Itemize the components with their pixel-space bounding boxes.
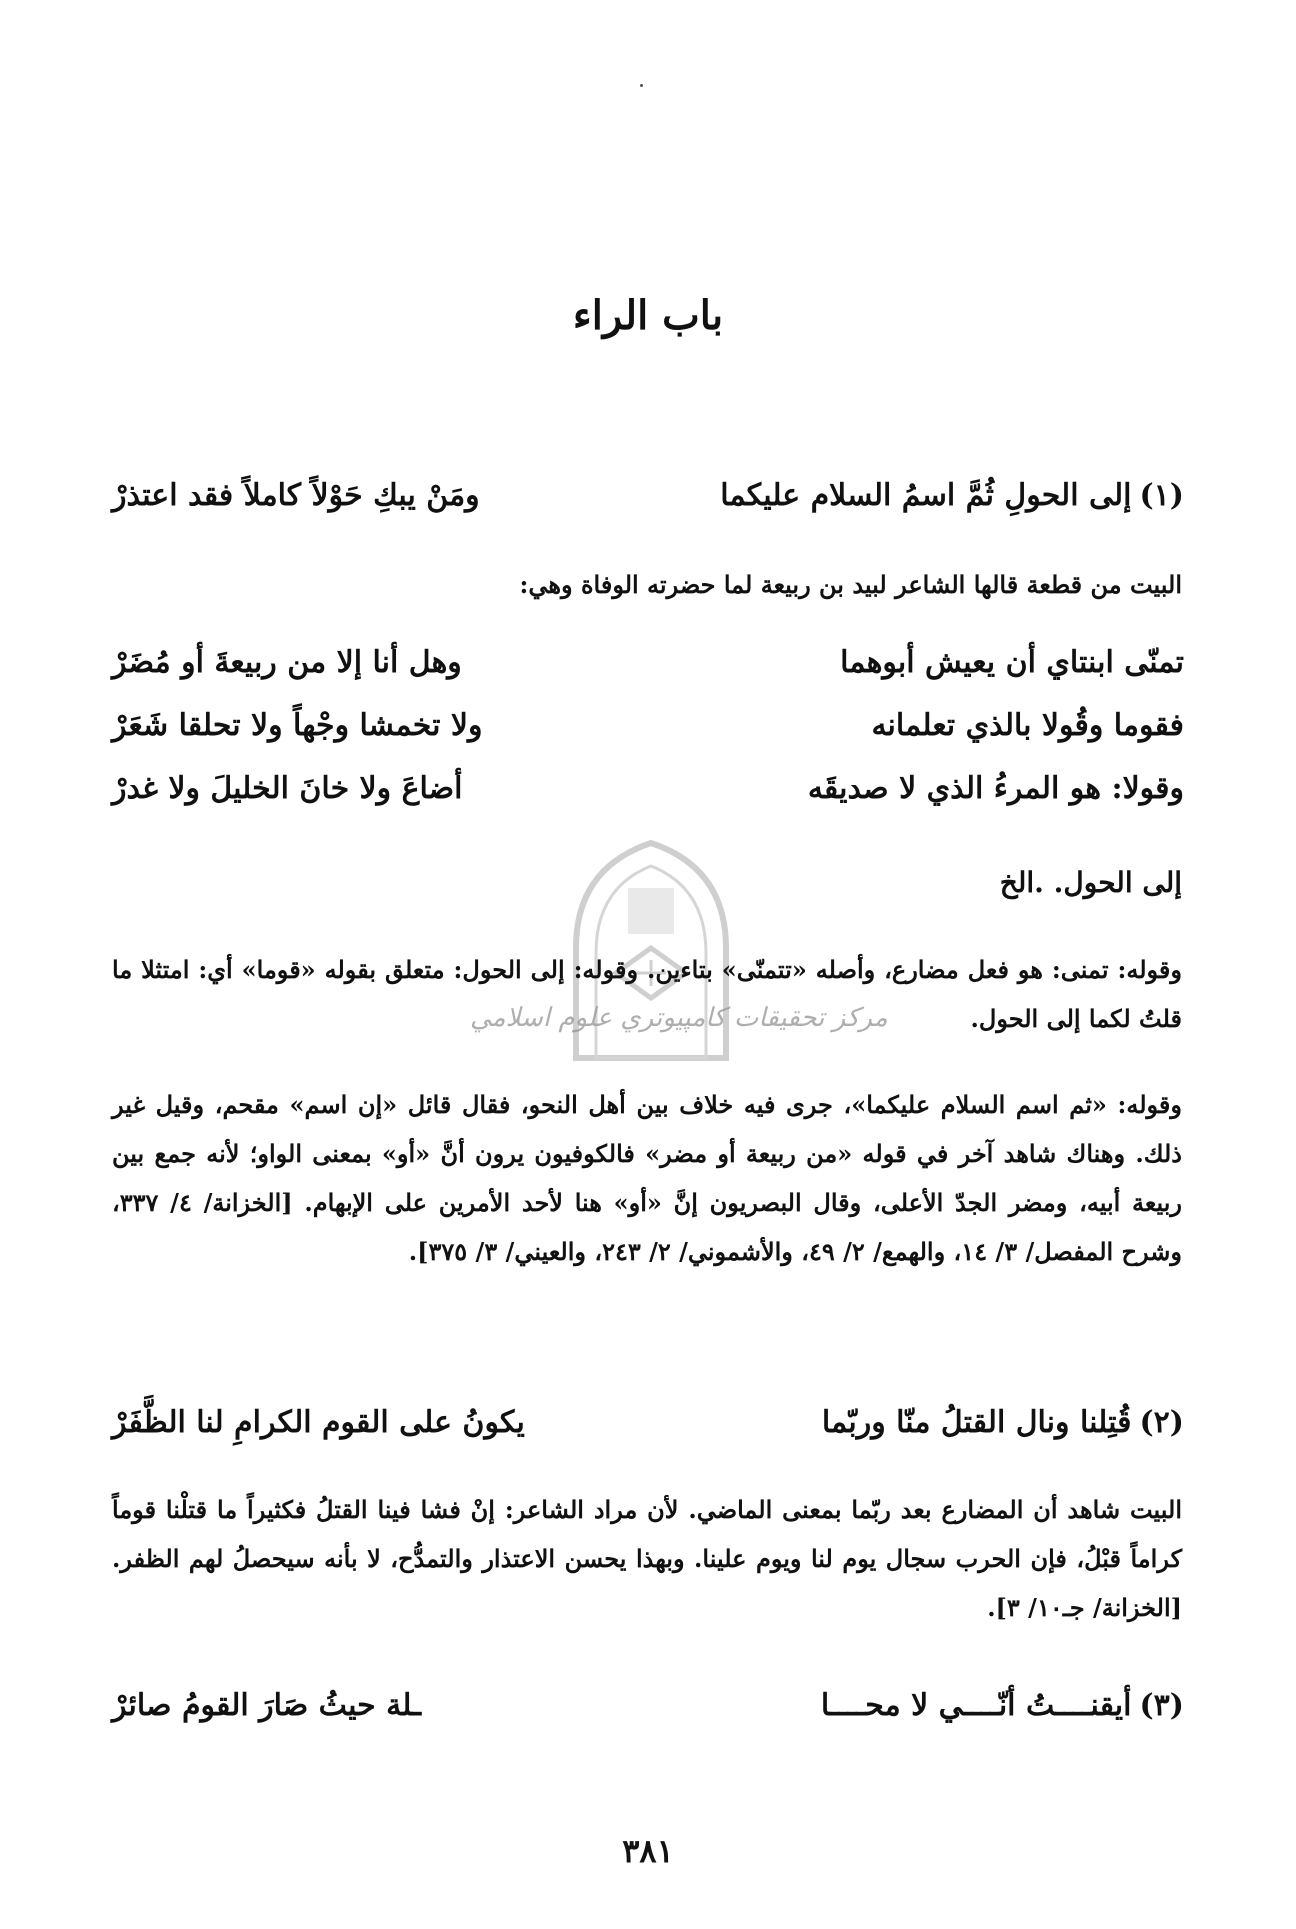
verse-2-number: (٢): [1139, 1405, 1184, 1440]
poem-line-2-first: فقوما وقُولا بالذي تعلمانه: [871, 708, 1184, 743]
poem-line-1: [112, 645, 1184, 680]
watermark-text: مركز تحقيقات كامپيوتري علوم اسلامي: [470, 1003, 888, 1033]
verse-3-first-hemistich-text: أيقنــــتُ أنّــــي لا محــــا: [820, 1688, 1132, 1723]
intro-text: البيت من قطعة قالها الشاعر لبيد بن ربيعة لما حضرته الوفاة وهي:: [519, 570, 1182, 599]
ink-speck: [640, 84, 643, 87]
chapter-title: باب الراء: [572, 292, 724, 339]
verse-3-number: (٣): [1139, 1688, 1184, 1723]
verse-2-second-hemistich: يكونُ على القوم الكرامِ لنا الظَّفَرْ: [112, 1405, 525, 1440]
verse-2: [112, 1405, 1184, 1440]
verse-1-number: (١): [1139, 478, 1184, 513]
poem-line-3-second: أضاعَ ولا خانَ الخليلَ ولا غدرْ: [112, 771, 463, 806]
commentary-paragraph-3: البيت شاهد أن المضارع بعد ربّما بمعنى الماضي. لأن مراد الشاعر: إنْ فشا فينا القتلُ فكثيراً ما قتلْنا قوماً كراماً قبْلُ، فإن الحرب سجال يوم لنا ويوم علينا. وبهذا يحسن الاعتذار والتمدُّح، لا بأنه سيحصلُ لهم الظفر. [الخزانة/ جـ١٠/ ٣].: [112, 1495, 1182, 1622]
verse-1-first-hemistich-text: إلى الحولِ ثُمَّ اسمُ السلام عليكما: [720, 478, 1132, 513]
poem-line-2-second: ولا تخمشا وجْهاً ولا تحلقا شَعَرْ: [112, 708, 483, 743]
verse-2-first-hemistich: [822, 1405, 1184, 1440]
verse-1-second-hemistich: ومَنْ يبكِ حَوْلاً كاملاً فقد اعتذرْ: [112, 478, 480, 513]
poem-line-3-first: وقولا: هو المرءُ الذي لا صديقَه: [807, 771, 1184, 806]
verse-1-first-hemistich: [720, 478, 1184, 513]
commentary-paragraph-1: وقوله: تمنى: هو فعل مضارع، وأصله «تتمنّى» بتاءين. وقوله: إلى الحول: متعلق بقوله «قوما» أي: امتثلا ما قلتُ لكما إلى الحول.: [112, 955, 1182, 1033]
verse-3: [112, 1688, 1184, 1723]
verse-3-second-hemistich: ـلة حيثُ صَارَ القومُ صائرْ: [112, 1688, 421, 1723]
poem-end: إلى الحول. .الخ: [999, 866, 1182, 899]
poem-line-2: [112, 708, 1184, 743]
poem-line-3: [112, 771, 1184, 806]
commentary-paragraph-2: وقوله: «ثم اسم السلام عليكما»، جرى فيه خلاف بين أهل النحو، فقال قائل «إن اسم» مقحم، وقيل غير ذلك. وهناك شاهد آخر في قوله «من ربيعة أو مضر» فالكوفيون يرون أنَّ «أو» بمعنى الواو؛ لأنه جمع بين ربيعة أبيه، ومضر الجدّ الأعلى، وقال البصريون إنَّ «أو» هنا لأحد الأمرين على الإبهام. [الخزانة/ ٤/ ٣٣٧، وشرح المفصل/ ٣/ ١٤، والهمع/ ٢/ ٤٩، والأشموني/ ٢/ ٢٤٣، والعيني/ ٣/ ٣٧٥].: [112, 1090, 1182, 1266]
verse-1: [112, 478, 1184, 513]
poem-line-1-second: وهل أنا إلا من ربيعةَ أو مُضَرْ: [112, 645, 462, 680]
page-number: ٣٨١: [622, 1832, 674, 1870]
poem-line-1-first: تمنّى ابنتاي أن يعيش أبوهما: [840, 645, 1184, 680]
verse-2-first-hemistich-text: قُتِلنا ونال القتلُ منّا وربّما: [821, 1405, 1132, 1440]
verse-3-first-hemistich: [821, 1688, 1184, 1723]
